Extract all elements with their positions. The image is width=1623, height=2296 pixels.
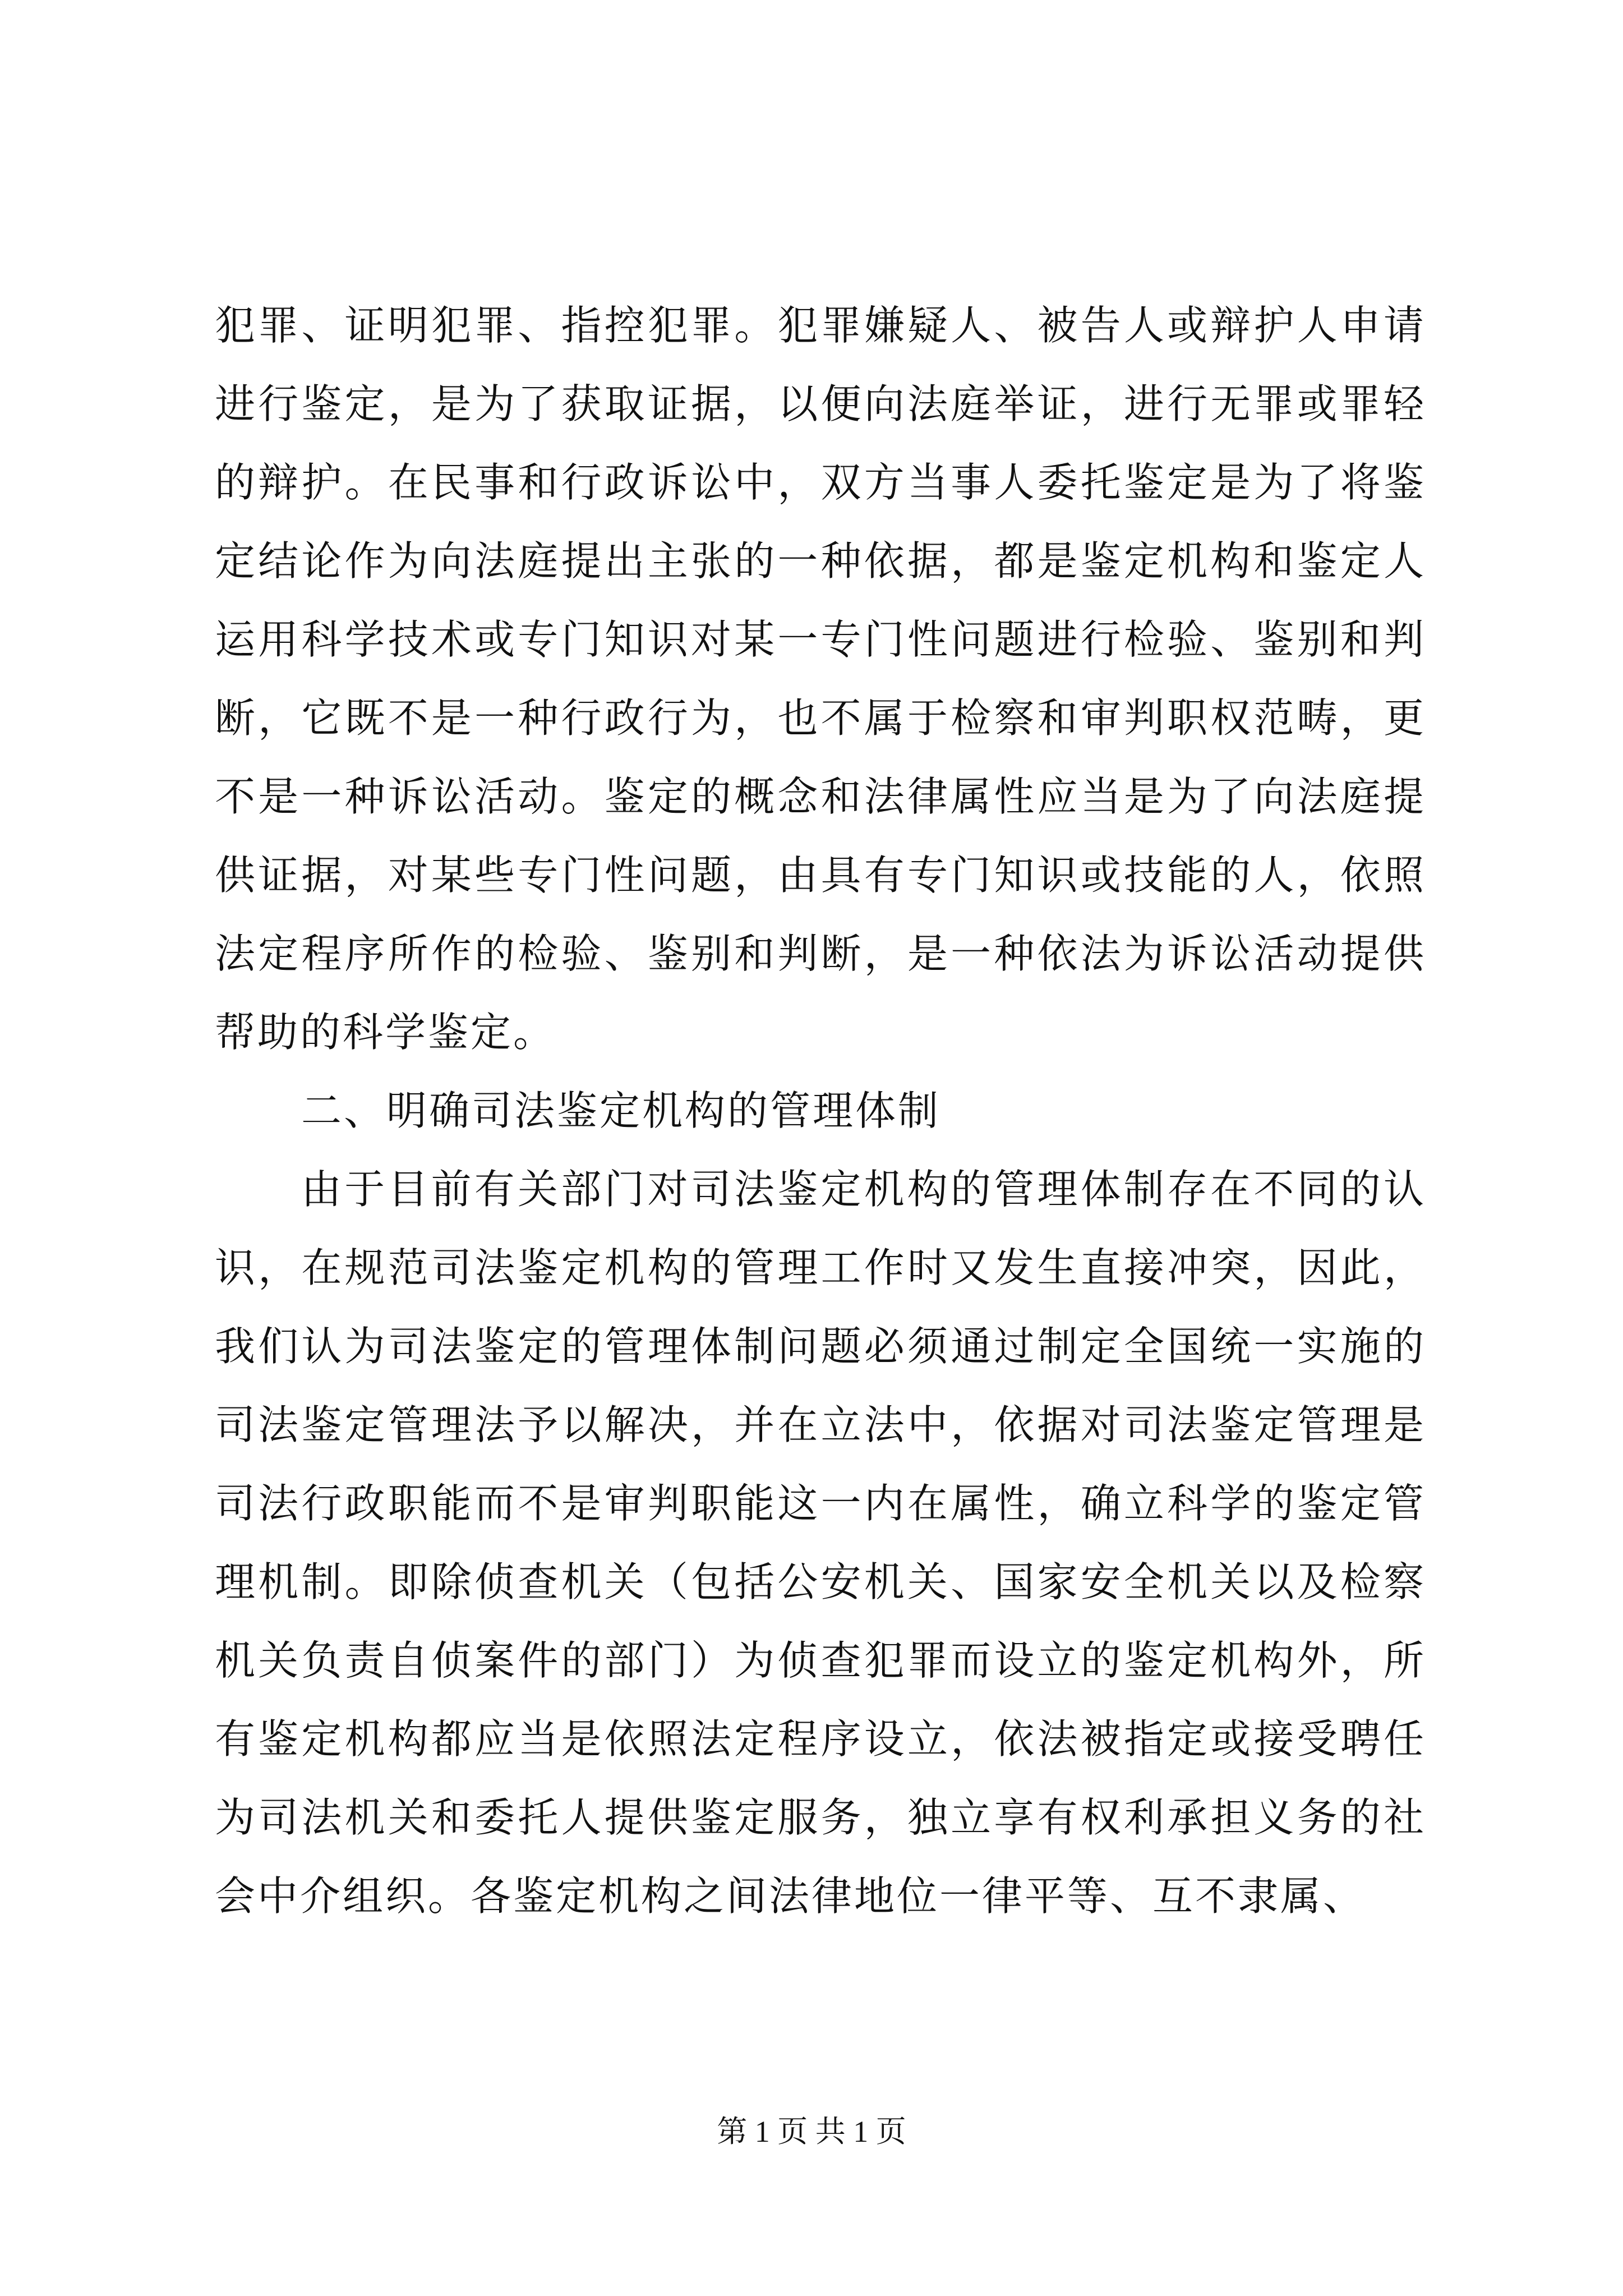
paragraph-management-system: 由于目前有关部门对司法鉴定机构的管理体制存在不同的认识，在规范司法鉴定机构的管理工作时又发生直接冲突，因此，我们认为司法鉴定的管理体制问题必须通过制定全国统一实施的司法鉴定管理法予以解决，并在立法中，依据对司法鉴定管理是司法行政职能而不是审判职能这一内在属性，确立科学的鉴定管理机制。即除侦查机关（包括公安机关、国家安全机关以及检察机关负责自侦案件的部门）为侦查犯罪而设立的鉴定机构外，所有鉴定机构都应当是依照法定程序设立，依法被指定或接受聘任为司法机关和委托人提供鉴定服务，独立享有权利承担义务的社会中介组织。各鉴定机构之间法律地位一律平等、互不隶属、: [215, 1166, 1426, 1920]
paragraph-continuation: 犯罪、证明犯罪、指控犯罪。犯罪嫌疑人、被告人或辩护人申请进行鉴定，是为了获取证据，以便向法庭举证，进行无罪或罪轻的辩护。在民事和行政诉讼中，双方当事人委托鉴定是为了将鉴定结论作为向法庭提出主张的一种依据，都是鉴定机构和鉴定人运用科学技术或专门知识对某一专门性问题进行检验、鉴别和判断，它既不是一种行政行为，也不属于检察和审判职权范畴，更不是一种诉讼活动。鉴定的概念和法律属性应当是为了向法庭提供证据，对某些专门性问题，由具有专门知识或技能的人，依照法定程序所作的检验、鉴别和判断，是一种依法为诉讼活动提供帮助的科学鉴定。: [215, 302, 1426, 1056]
page-footer: 第 1 页 共 1 页: [717, 2115, 906, 2148]
section-heading: 二、明确司法鉴定机构的管理体制: [301, 1087, 941, 1134]
document-body: [215, 286, 1426, 1935]
